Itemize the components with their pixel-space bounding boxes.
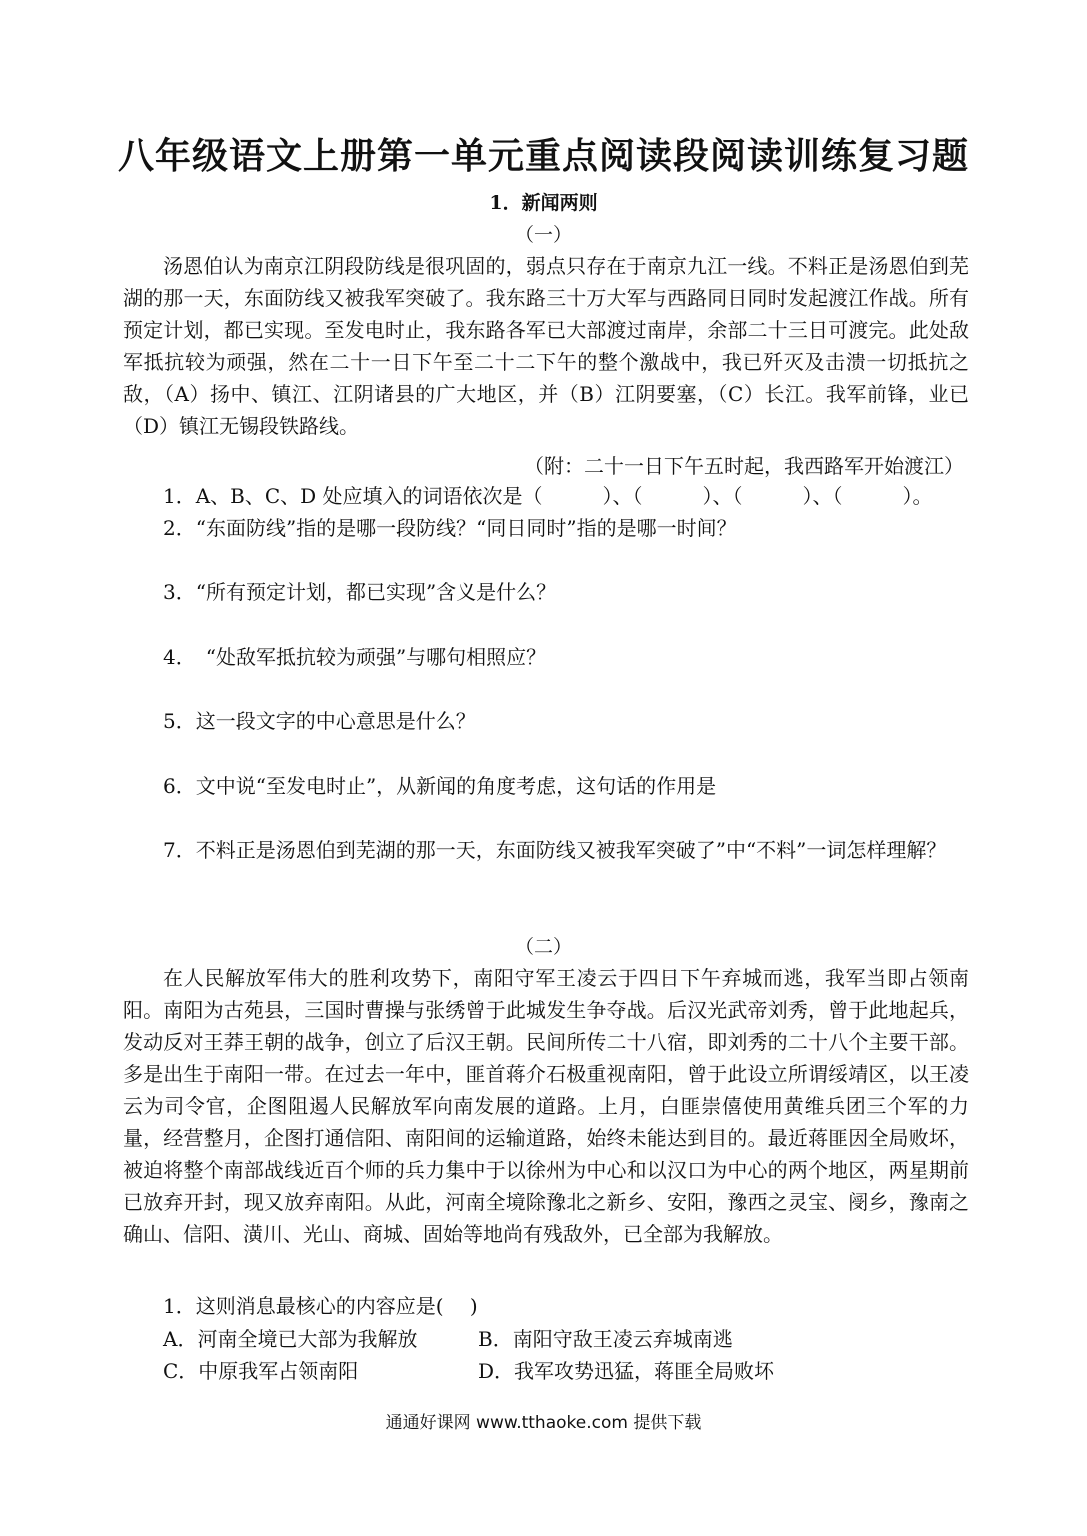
question-1-3: 3．“所有预定计划，都已实现”含义是什么？ (163, 580, 557, 604)
question-1-5: 5．这一段文字的中心意思是什么？ (163, 709, 476, 733)
option-c: C．中原我军占领南阳 (163, 1359, 359, 1383)
part-two-heading: （二） (514, 936, 572, 958)
page-title: 八年级语文上册第一单元重点阅读段阅读训练复习题 (117, 135, 969, 177)
question-1-2: 2．“东面防线”指的是哪一段防线？“同日同时”指的是哪一时间？ (163, 516, 737, 540)
footer-credit: 通通好课网 www.tthaoke.com 提供下载 (385, 1413, 702, 1433)
option-d: D．我军攻势迅猛，蒋匪全局败坏 (478, 1359, 775, 1383)
option-a: A．河南全境已大部为我解放 (163, 1327, 418, 1351)
passage-one: 汤恩伯认为南京江阴段防线是很巩固的，弱点只存在于南京九江一线。不料正是汤恩伯到芜湖的那一天，东面防线又被我军突破了。我东路三十万大军与西路同日同时发起渡江作战。所有预定计划，都已实现。至发电时止，我东路各军已大部渡过南岸，余部二十三日可渡完。此处敌军抵抗较为顽强，然在二十一日下午至二十二下午的整个激战中，我已歼灭及击溃一切抵抗之敌，（A）扬中、镇江、江阴诸县的广大地区，并（B）江阴要塞，（C）长江。我军前锋，业已（D）镇江无锡段铁路线。 (123, 254, 969, 438)
passage-one-note: （附：二十一日下午五时起，我西路军开始渡江） (524, 454, 964, 478)
question-2-1: 1．这则消息最核心的内容应是( ) (163, 1294, 478, 1318)
question-1-4: 4． “处敌军抵抗较为顽强”与哪句相照应？ (163, 645, 547, 669)
section-subtitle: 1．新闻两则 (489, 192, 598, 214)
question-1-6: 6．文中说“至发电时止”，从新闻的角度考虑，这句话的作用是 (163, 774, 717, 798)
option-b: B．南阳守敌王凌云弃城南逃 (478, 1327, 733, 1351)
part-one-heading: （一） (514, 224, 572, 246)
question-1-1: 1．A、B、C、D 处应填入的词语依次是（ ）、（ ）、（ ）、（ ）。 (163, 484, 933, 508)
question-1-7: 7．不料正是汤恩伯到芜湖的那一天，东面防线又被我军突破了”中“不料”一词怎样理解？ (163, 838, 947, 862)
passage-two: 在人民解放军伟大的胜利攻势下，南阳守军王凌云于四日下午弃城而逃，我军当即占领南阳。南阳为古苑县，三国时曹操与张绣曾于此城发生争夺战。后汉光武帝刘秀，曾于此地起兵，发动反对王莽王朝的战争，创立了后汉王朝。民间所传二十八宿，即刘秀的二十八个主要干部。多是出生于南阳一带。在过去一年中，匪首蒋介石极重视南阳，曾于此设立所谓绥靖区，以王凌云为司令官，企图阻遏人民解放军向南发展的道路。上月，白匪崇僖使用黄维兵团三个军的力量，经营整月，企图打通信阳、南阳间的运输道路，始终未能达到目的。最近蒋匪因全局败坏，被迫将整个南部战线近百个师的兵力集中于以徐州为中心和以汉口为中心的两个地区，两星期前已放弃开封，现又放弃南阳。从此，河南全境除豫北之新乡、安阳，豫西之灵宝、阌乡，豫南之确山、信阳、潢川、光山、商城、固始等地尚有残敌外，已全部为我解放。 (123, 966, 969, 1246)
